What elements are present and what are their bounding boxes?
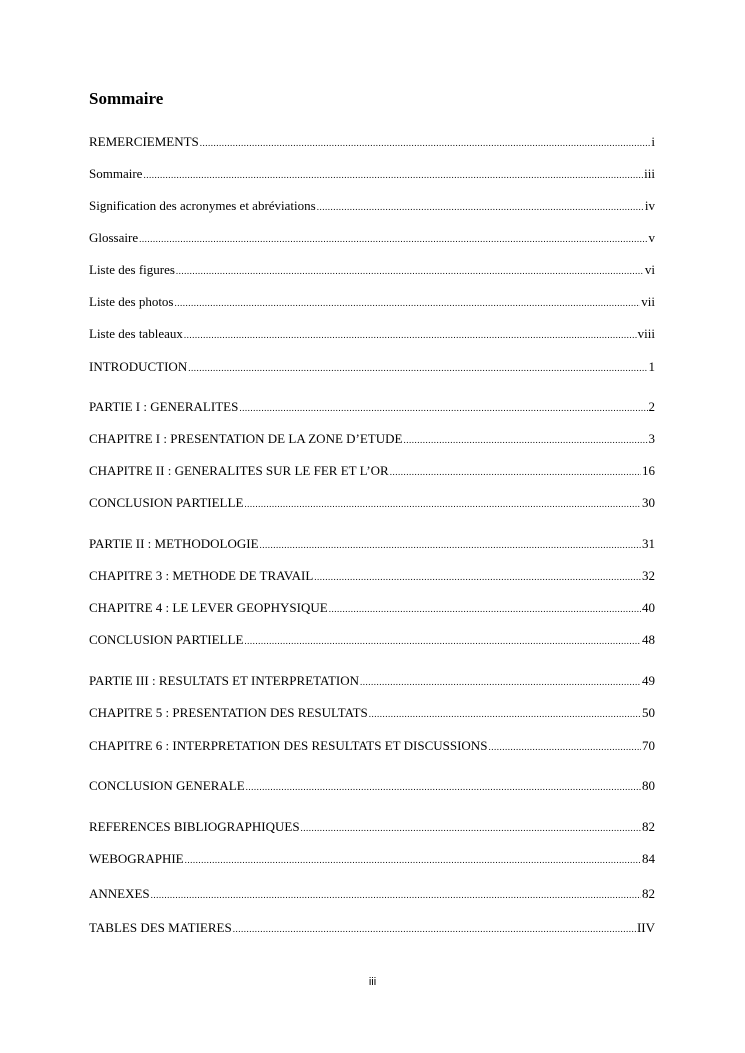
page-title: Sommaire bbox=[89, 89, 164, 108]
toc-entry-label: Signification des acronymes et abréviations bbox=[89, 198, 316, 213]
toc-entry-conclusion-partielle-1[interactable] bbox=[89, 494, 655, 512]
toc-entry-remerciements[interactable] bbox=[89, 133, 655, 151]
toc-entry-chapitre-4[interactable] bbox=[89, 599, 655, 617]
toc-entry-partie-1[interactable] bbox=[89, 398, 655, 416]
toc-entry-label: TABLES DES MATIERES bbox=[89, 920, 232, 935]
toc-entry-liste-photos[interactable] bbox=[89, 293, 655, 311]
toc-dot-leader bbox=[301, 819, 641, 837]
toc-entry-conclusion-generale[interactable] bbox=[89, 777, 655, 795]
toc-entry-label: CHAPITRE 6 : INTERPRETATION DES RESULTATS ET DISCUSSIONS bbox=[89, 738, 488, 753]
toc-dot-leader bbox=[143, 166, 643, 184]
toc-entry-label: PARTIE I : GENERALITES bbox=[89, 399, 239, 414]
toc-entry-introduction[interactable] bbox=[89, 358, 655, 376]
toc-entry-annexes[interactable] bbox=[89, 885, 655, 903]
toc-entry-label: CHAPITRE 3 : METHODE DE TRAVAIL bbox=[89, 568, 314, 583]
toc-dot-leader bbox=[488, 738, 641, 756]
toc-entry-label: REFERENCES BIBLIOGRAPHIQUES bbox=[89, 819, 300, 834]
toc-dot-leader bbox=[360, 673, 641, 691]
toc-entry-sommaire[interactable] bbox=[89, 165, 655, 183]
toc-entry-partie-3[interactable] bbox=[89, 672, 655, 690]
toc-entry-page: 1 bbox=[648, 359, 655, 374]
toc-entry-page: 16 bbox=[642, 463, 655, 478]
toc-entry-page: iv bbox=[644, 198, 655, 213]
toc-entry-page: v bbox=[648, 230, 655, 245]
toc-entry-page: vi bbox=[644, 262, 655, 277]
toc-entry-glossaire[interactable] bbox=[89, 229, 655, 247]
toc-entry-partie-2[interactable] bbox=[89, 535, 655, 553]
toc-dot-leader bbox=[233, 920, 636, 938]
toc-entry-label: PARTIE II : METHODOLOGIE bbox=[89, 536, 259, 551]
toc-entry-chapitre-1[interactable] bbox=[89, 430, 655, 448]
toc-dot-leader bbox=[188, 359, 647, 377]
toc-entry-page: 3 bbox=[648, 431, 655, 446]
footer-page-number: iii bbox=[368, 976, 377, 988]
toc-entry-page: iii bbox=[644, 166, 655, 181]
toc-entry-label: CHAPITRE II : GENERALITES SUR LE FER ET L’OR bbox=[89, 463, 389, 478]
toc-entry-acronymes[interactable] bbox=[89, 197, 655, 215]
toc-entry-page: 30 bbox=[642, 495, 655, 510]
toc-entry-webographie[interactable] bbox=[89, 850, 655, 868]
toc-dot-leader bbox=[244, 495, 641, 513]
toc-entry-page: 84 bbox=[642, 851, 655, 866]
toc-entry-page: 2 bbox=[648, 399, 655, 414]
toc-entry-liste-tableaux[interactable] bbox=[89, 325, 655, 343]
toc-dot-leader bbox=[317, 198, 644, 216]
toc-entry-label: WEBOGRAPHIE bbox=[89, 851, 184, 866]
toc-dot-leader bbox=[185, 851, 641, 869]
toc-entry-label: CHAPITRE 4 : LE LEVER GEOPHYSIQUE bbox=[89, 600, 328, 615]
toc-dot-leader bbox=[200, 134, 651, 152]
toc-entry-page: 82 bbox=[642, 819, 655, 834]
toc-dot-leader bbox=[369, 705, 641, 723]
toc-entry-page: IIV bbox=[636, 920, 655, 935]
toc-dot-leader bbox=[239, 399, 647, 417]
toc-dot-leader bbox=[246, 778, 641, 796]
toc-entry-liste-figures[interactable] bbox=[89, 261, 655, 279]
toc-entry-label: Liste des tableaux bbox=[89, 326, 183, 341]
toc-entry-tables-matieres[interactable] bbox=[89, 919, 655, 937]
toc-entry-page: 50 bbox=[642, 705, 655, 720]
toc-entry-chapitre-2[interactable] bbox=[89, 462, 655, 480]
toc-dot-leader bbox=[403, 431, 647, 449]
toc-dot-leader bbox=[175, 294, 641, 312]
toc-entry-label: Liste des figures bbox=[89, 262, 175, 277]
toc-entry-page: vii bbox=[641, 294, 655, 309]
toc-entry-label: CONCLUSION GENERALE bbox=[89, 778, 245, 793]
toc-entry-conclusion-partielle-2[interactable] bbox=[89, 631, 655, 649]
toc-dot-leader bbox=[151, 886, 641, 904]
toc-entry-label: REMERCIEMENTS bbox=[89, 134, 199, 149]
toc-entry-page: 40 bbox=[642, 600, 655, 615]
toc-entry-page: 32 bbox=[642, 568, 655, 583]
toc-entry-chapitre-5[interactable] bbox=[89, 704, 655, 722]
toc-entry-page: 48 bbox=[642, 632, 655, 647]
toc-entry-chapitre-6[interactable] bbox=[89, 737, 655, 755]
toc-dot-leader bbox=[184, 326, 637, 344]
toc-entry-label: ANNEXES bbox=[89, 886, 150, 901]
toc-dot-leader bbox=[314, 568, 641, 586]
toc-entry-page: 80 bbox=[642, 778, 655, 793]
toc-entry-references[interactable] bbox=[89, 818, 655, 836]
toc-entry-label: Sommaire bbox=[89, 166, 143, 181]
toc-entry-page: 82 bbox=[642, 886, 655, 901]
toc-entry-page: viii bbox=[637, 326, 655, 341]
toc-entry-page: 31 bbox=[642, 536, 655, 551]
toc-entry-label: Liste des photos bbox=[89, 294, 174, 309]
toc-entry-page: i bbox=[651, 134, 655, 149]
toc-dot-leader bbox=[260, 536, 641, 554]
toc-entry-label: INTRODUCTION bbox=[89, 359, 188, 374]
toc-entry-label: CONCLUSION PARTIELLE bbox=[89, 495, 244, 510]
toc-entry-label: PARTIE III : RESULTATS ET INTERPRETATION bbox=[89, 673, 360, 688]
toc-entry-label: CONCLUSION PARTIELLE bbox=[89, 632, 244, 647]
toc-entry-page: 49 bbox=[642, 673, 655, 688]
toc-dot-leader bbox=[329, 600, 641, 618]
toc-entry-label: CHAPITRE I : PRESENTATION DE LA ZONE D’ETUDE bbox=[89, 431, 403, 446]
toc-entry-chapitre-3[interactable] bbox=[89, 567, 655, 585]
toc-dot-leader bbox=[244, 632, 641, 650]
toc-entry-label: Glossaire bbox=[89, 230, 139, 245]
toc-dot-leader bbox=[390, 463, 641, 481]
toc-entry-page: 70 bbox=[642, 738, 655, 753]
toc-dot-leader bbox=[139, 230, 647, 248]
toc-dot-leader bbox=[176, 262, 644, 280]
toc-entry-label: CHAPITRE 5 : PRESENTATION DES RESULTATS bbox=[89, 705, 368, 720]
